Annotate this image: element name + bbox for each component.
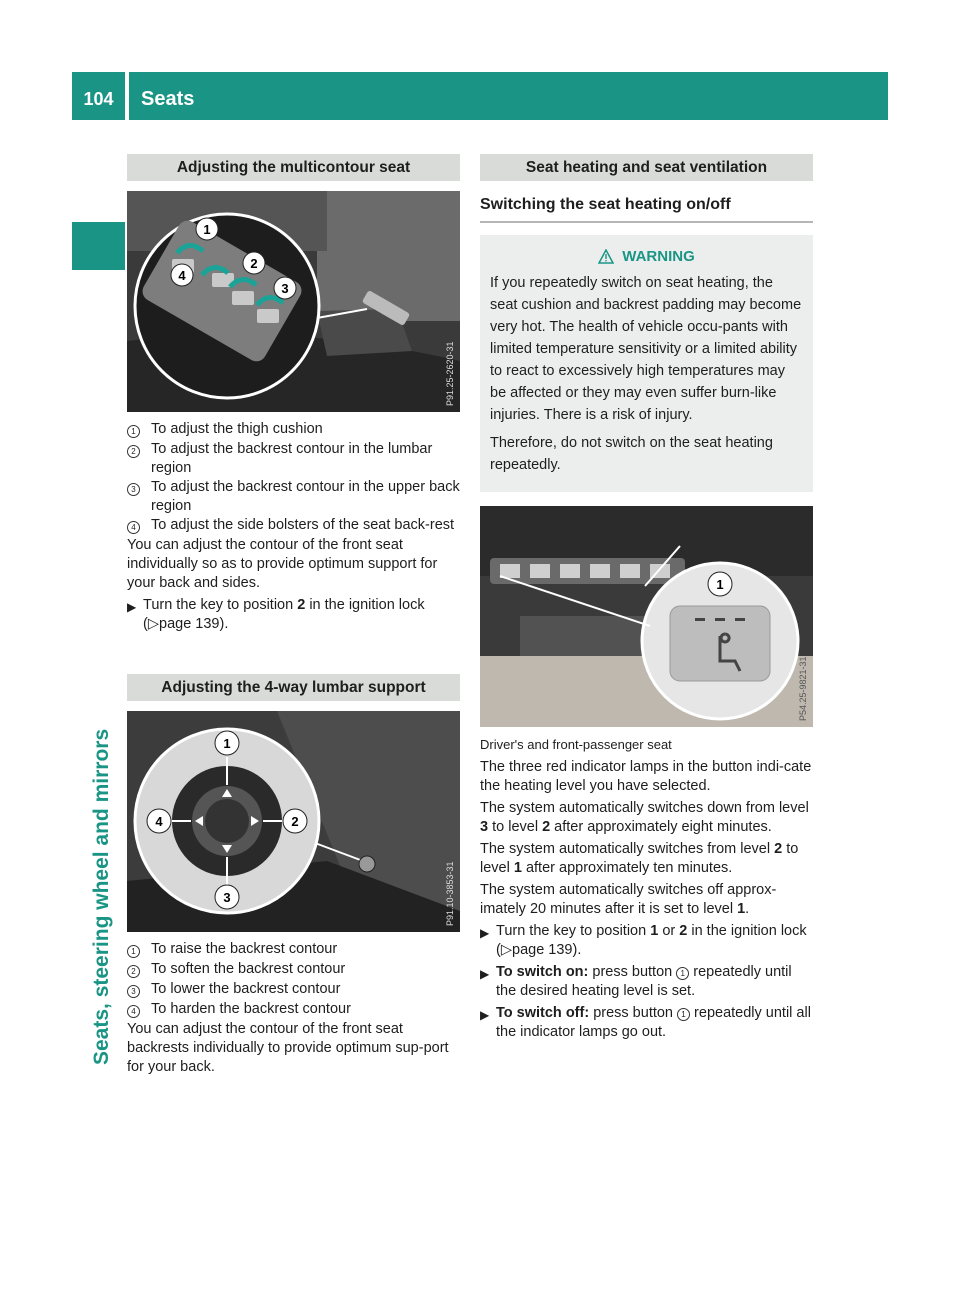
list-item: 4 To adjust the side bolsters of the seat back-rest xyxy=(127,516,460,536)
page-link[interactable]: page 139 xyxy=(512,942,573,958)
instruction-step: ▶ Turn the key to position 1 or 2 in the ignition lock (▷page 139). xyxy=(480,923,807,958)
step-arrow-icon: ▶ xyxy=(127,600,137,614)
paragraph: You can adjust the contour of the front seat backrests individually to provide optimum sup-port for your back. xyxy=(127,1021,449,1075)
header-divider xyxy=(125,72,129,120)
multicontour-switch-image xyxy=(127,191,460,412)
multicontour-heading: Adjusting the multicontour seat xyxy=(127,154,460,181)
paragraph: The system automatically switches down from level 3 to level 2 after approximately eight minutes. xyxy=(480,800,809,835)
seat-heating-button-image xyxy=(480,506,813,727)
image-code: P54.25-9821-31 xyxy=(798,656,808,721)
callout-1: 1 xyxy=(203,222,211,237)
list-item: 2 To soften the backrest contour xyxy=(127,960,460,980)
instruction-step: ▶ To switch on: press button 1 repeatedly until the desired heating level is set. xyxy=(480,964,792,999)
list-item: 2 To adjust the backrest contour in the lumbar region xyxy=(127,440,460,478)
callout-4: 4 xyxy=(155,814,163,829)
warning-text: If you repeatedly switch on seat heating, the seat cushion and backrest padding may become very hot. The health of vehicle occu-pants with limited temperature sensitivity or a limited ability to react to excessively high temperatures may be affected or they may even suffer burn-like injuries. There is a risk of injury. xyxy=(490,275,802,423)
side-tab-label: Seats, steering wheel and mirrors xyxy=(90,728,113,1065)
image-code: P91.25-2620-31 xyxy=(445,341,455,406)
side-tab-marker xyxy=(72,222,125,270)
page-ref-arrow-icon: ▷ xyxy=(147,616,159,632)
step-arrow-icon: ▶ xyxy=(480,926,490,940)
warning-box xyxy=(480,235,813,492)
instruction-step: ▶ To switch off: press button 1 repeatedly until all the indicator lamps go out. xyxy=(480,1005,811,1040)
lumbar-switch-image xyxy=(127,711,460,932)
image-code: P91.10-3853-31 xyxy=(445,861,455,926)
step-arrow-icon: ▶ xyxy=(480,967,490,981)
callout-2: 2 xyxy=(250,256,258,271)
lumbar-heading: Adjusting the 4-way lumbar support xyxy=(127,674,460,701)
seat-heating-subheading: Switching the seat heating on/off xyxy=(480,191,813,223)
instruction-step: ▶ Turn the key to position 2 in the ignition lock (▷page 139). xyxy=(127,597,425,632)
callout-3: 3 xyxy=(223,890,231,905)
step-arrow-icon: ▶ xyxy=(480,1008,490,1022)
page-number: 104 xyxy=(83,89,114,109)
paragraph: The three red indicator lamps in the button indi-cate the heating level you have selected. xyxy=(480,759,812,794)
right-column xyxy=(480,154,813,1042)
paragraph: The system automatically switches off approx-imately 20 minutes after it is set to level 1. xyxy=(480,882,777,917)
list-item: 3 To lower the backrest contour xyxy=(127,980,460,1000)
image-caption: Driver's and front-passenger seat xyxy=(480,737,672,752)
list-item: 1 To adjust the thigh cushion xyxy=(127,420,460,440)
callout-4: 4 xyxy=(178,268,186,283)
paragraph: The system automatically switches from level 2 to level 1 after approximately ten minutes. xyxy=(480,841,799,876)
callout-3: 3 xyxy=(281,281,289,296)
callout-2: 2 xyxy=(291,814,299,829)
left-column xyxy=(127,154,460,1077)
callout-1: 1 xyxy=(716,577,724,592)
callout-1: 1 xyxy=(223,736,231,751)
seat-heating-heading: Seat heating and seat ventilation xyxy=(480,154,813,181)
page-link[interactable]: page 139 xyxy=(159,616,220,632)
page-header xyxy=(72,72,888,120)
section-title: Seats xyxy=(141,88,195,110)
page-ref-arrow-icon: ▷ xyxy=(500,942,512,958)
paragraph: You can adjust the contour of the front seat individually so as to provide optimum support for your back and sides. xyxy=(127,537,438,591)
warning-text: Therefore, do not switch on the seat heating repeatedly. xyxy=(490,435,773,473)
list-item: 3 To adjust the backrest contour in the upper back region xyxy=(127,478,460,516)
warning-title: WARNING xyxy=(622,248,695,265)
list-item: 4 To harden the backrest contour xyxy=(127,1000,460,1020)
list-item: 1 To raise the backrest contour xyxy=(127,940,460,960)
warning-triangle-icon xyxy=(598,249,614,264)
